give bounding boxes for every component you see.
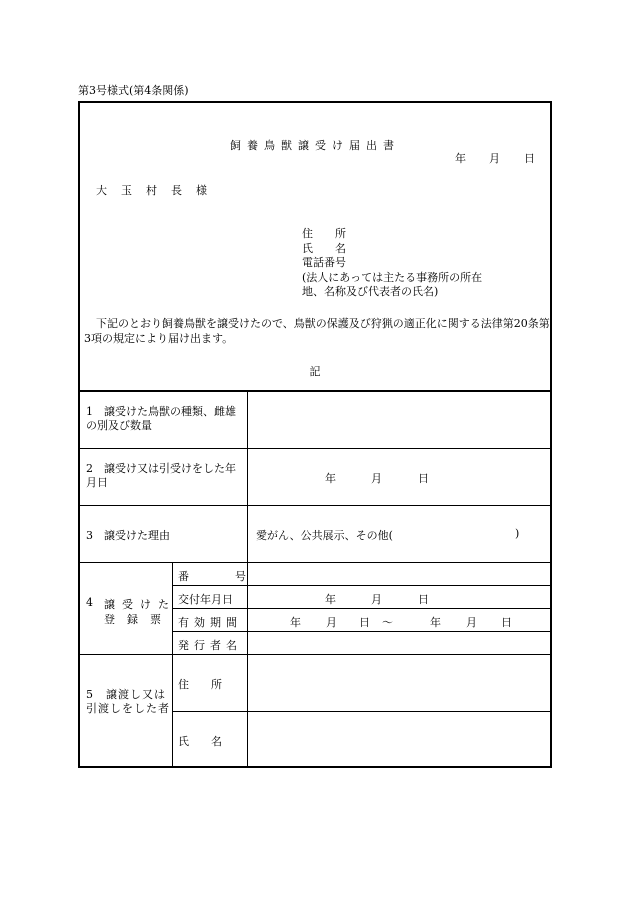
row4-issue-day: 日 xyxy=(418,593,429,606)
divider xyxy=(172,711,552,712)
row2-year: 年 xyxy=(325,472,336,485)
row5-sub-name: 氏 名 xyxy=(178,735,222,748)
form-number: 第3号様式(第4条関係) xyxy=(78,84,189,97)
row4-valid-tilde: ～ xyxy=(382,616,393,629)
body-text: 下記のとおり飼養鳥獣を譲受けたので、鳥獣の保護及び狩猟の適正化に関する法律第20条第3項の規定により届け出ます。 xyxy=(84,317,550,345)
divider xyxy=(78,505,552,506)
row4-issue-year: 年 xyxy=(325,593,336,606)
divider xyxy=(172,631,552,632)
divider xyxy=(172,562,173,768)
applicant-name-label: 氏 名 xyxy=(302,241,346,255)
row3-value: 愛がん、公共展示、その他( xyxy=(256,529,393,542)
applicant-note: 地、名称及び代表者の氏名) xyxy=(302,285,439,298)
row5-label: 5 譲渡し又は引渡しをした者 xyxy=(86,688,170,715)
divider xyxy=(172,585,552,586)
divider xyxy=(78,654,552,655)
row4-label-line1: 譲受けた xyxy=(104,598,176,611)
ki-heading: 記 xyxy=(309,365,321,378)
row2-label: 2 譲受け又は引受けをした年月日 xyxy=(86,462,236,489)
document-title: 飼養鳥獣譲受け届出書 xyxy=(230,139,400,152)
row4-issue-month: 月 xyxy=(371,593,382,606)
date-year: 年 xyxy=(455,152,466,165)
row4-valid-month2: 月 xyxy=(466,616,477,629)
row3-label: 3 譲受けた理由 xyxy=(86,529,170,542)
row4-valid-day2: 日 xyxy=(501,616,512,629)
divider xyxy=(172,608,552,609)
row4-sub-validity: 有効期間 xyxy=(178,616,242,629)
addressee: 大玉村長様 xyxy=(96,184,221,197)
row4-valid-year1: 年 xyxy=(290,616,301,629)
row4-label-num: 4 xyxy=(86,596,93,609)
form-frame xyxy=(78,101,552,768)
applicant-address-label: 住 所 xyxy=(302,227,346,240)
row3-close: ) xyxy=(515,527,520,540)
row4-valid-year2: 年 xyxy=(430,616,441,629)
row5-sub-address: 住 所 xyxy=(178,678,222,691)
date-day: 日 xyxy=(524,152,535,165)
divider xyxy=(78,390,552,392)
row4-sub-issuer: 発行者名 xyxy=(178,639,242,652)
row2-month: 月 xyxy=(371,472,382,485)
row4-sub-number: 番号 xyxy=(178,570,292,583)
applicant-phone-label: 電話番号 xyxy=(302,256,346,269)
applicant-block xyxy=(302,227,482,300)
applicant-note: (法人にあっては主たる事務所の所在 xyxy=(302,270,483,284)
divider xyxy=(78,562,552,563)
date-month: 月 xyxy=(489,152,500,165)
row4-label-line2: 登録票 xyxy=(104,613,173,626)
row4-sub-issue-date: 交付年月日 xyxy=(178,593,233,606)
row4-valid-day1: 日 xyxy=(359,616,370,629)
row2-day: 日 xyxy=(418,472,429,485)
row4-valid-month1: 月 xyxy=(326,616,337,629)
divider xyxy=(78,448,552,449)
row1-label: 1 譲受けた鳥獣の種類、雌雄の別及び数量 xyxy=(86,405,236,432)
